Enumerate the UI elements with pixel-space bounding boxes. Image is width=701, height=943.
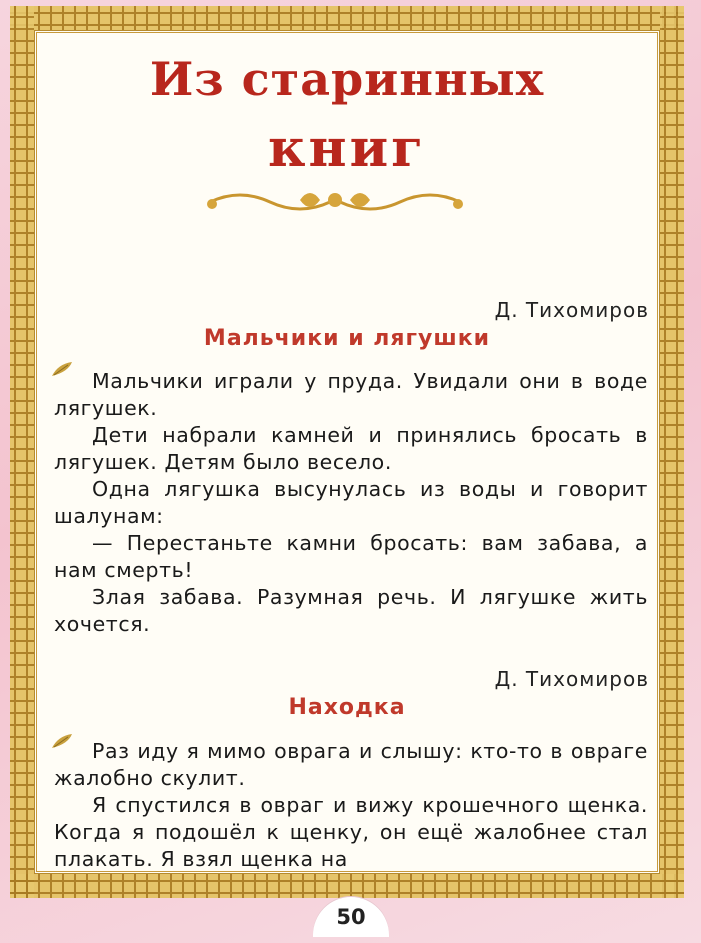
story2-paragraph: Я спустился в овраг и вижу крошечного щенка. Когда я подошёл к щенку, он ещё жалобнее стал плакать. Я взял щенка на xyxy=(54,793,648,871)
page-title-line1: Из старинных xyxy=(149,52,545,106)
ornament-border-bottom xyxy=(10,874,684,898)
story1-paragraph: Злая забава. Разумная речь. И лягушке жить хочется. xyxy=(54,585,648,636)
ornament-border-right xyxy=(660,6,684,898)
title-flourish-ornament xyxy=(200,182,470,218)
story1-paragraph: Одна лягушка высунулась из воды и говорит шалунам: xyxy=(54,477,648,528)
page-number: 50 xyxy=(336,905,366,929)
ornament-border-top xyxy=(10,6,684,30)
story2-author: Д. Тихомиров xyxy=(494,667,649,691)
story1-paragraph: — Перестаньте камни бросать: вам забава, а нам смерть! xyxy=(54,531,648,582)
page-number-badge xyxy=(313,897,389,937)
story1-paragraph: Дети набрали камней и принялись бросать в лягушек. Детям было весело. xyxy=(54,423,648,474)
story1-paragraph: Мальчики играли у пруда. Увидали они в воде лягушек. xyxy=(54,369,648,420)
page-title-line2: книг xyxy=(267,118,427,179)
story2-title: Находка xyxy=(288,695,406,720)
story1-title: Мальчики и лягушки xyxy=(203,326,491,351)
ornament-border-left xyxy=(10,6,34,898)
story1-author: Д. Тихомиров xyxy=(494,298,649,322)
story2-paragraph: Раз иду я мимо оврага и слышу: кто-то в овраге жалобно скулит. xyxy=(54,739,648,790)
